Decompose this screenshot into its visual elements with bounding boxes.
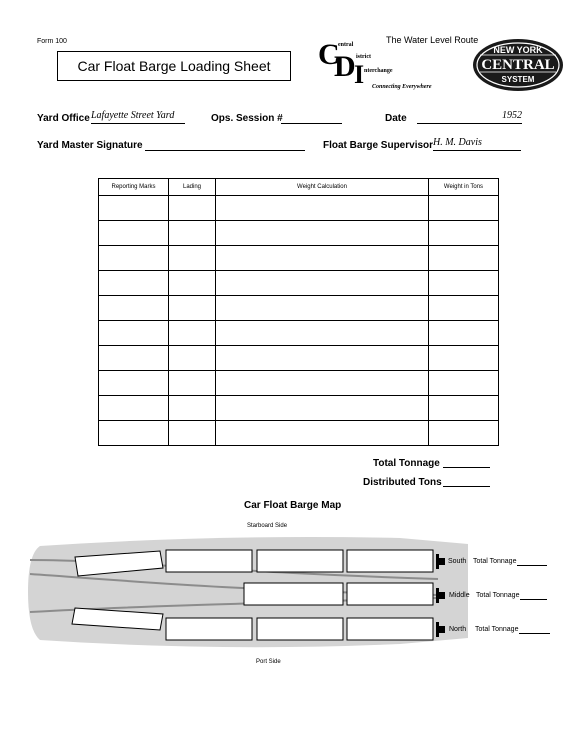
nyc-logo-line3: SYSTEM <box>501 75 535 84</box>
cell-weight-calculation[interactable] <box>216 296 429 321</box>
cell-reporting-marks[interactable] <box>99 246 169 271</box>
cell-reporting-marks[interactable] <box>99 346 169 371</box>
cdi-word-central: entral <box>338 42 354 48</box>
track-tonnage-label-middle: Total Tonnage <box>476 592 520 599</box>
total-tonnage-field[interactable] <box>443 457 490 468</box>
table-row <box>99 271 499 296</box>
form-number: Form 100 <box>37 38 67 45</box>
cdi-letter-i: I <box>354 60 365 89</box>
table-row <box>99 421 499 446</box>
cell-lading[interactable] <box>169 396 216 421</box>
car-slot-north-3[interactable] <box>257 618 343 640</box>
track-tonnage-field-south[interactable] <box>517 556 547 566</box>
loading-table <box>98 178 499 446</box>
cell-weight-in-tons[interactable] <box>429 246 499 271</box>
car-slot-south-3[interactable] <box>257 550 343 572</box>
cell-reporting-marks[interactable] <box>99 221 169 246</box>
nyc-logo-line2: CENTRAL <box>481 57 555 73</box>
cell-reporting-marks[interactable] <box>99 271 169 296</box>
total-tonnage-label: Total Tonnage <box>373 458 440 469</box>
cell-weight-calculation[interactable] <box>216 321 429 346</box>
table-row <box>99 346 499 371</box>
cell-weight-in-tons[interactable] <box>429 421 499 446</box>
cdi-word-interchange: nterchange <box>364 68 393 74</box>
cdi-letter-d: D <box>334 50 356 83</box>
table-row <box>99 321 499 346</box>
cell-reporting-marks[interactable] <box>99 296 169 321</box>
cell-weight-calculation[interactable] <box>216 271 429 296</box>
car-slot-middle-2[interactable] <box>347 583 433 605</box>
cell-weight-calculation[interactable] <box>216 196 429 221</box>
cell-weight-in-tons[interactable] <box>429 271 499 296</box>
track-tonnage-label-south: Total Tonnage <box>473 558 517 565</box>
cell-weight-in-tons[interactable] <box>429 321 499 346</box>
table-row <box>99 246 499 271</box>
cell-reporting-marks[interactable] <box>99 196 169 221</box>
table-header-row <box>99 179 499 196</box>
cell-lading[interactable] <box>169 246 216 271</box>
car-slot-middle-1[interactable] <box>244 583 343 605</box>
table-row <box>99 296 499 321</box>
cell-reporting-marks[interactable] <box>99 321 169 346</box>
cell-lading[interactable] <box>169 271 216 296</box>
cell-weight-calculation[interactable] <box>216 246 429 271</box>
nyc-logo <box>472 38 564 92</box>
starboard-side-label: Starboard Side <box>247 523 288 529</box>
cell-weight-calculation[interactable] <box>216 396 429 421</box>
distributed-tons-field[interactable] <box>443 476 490 487</box>
car-slot-south-4[interactable] <box>347 550 433 572</box>
cell-reporting-marks[interactable] <box>99 396 169 421</box>
cell-lading[interactable] <box>169 196 216 221</box>
header-reporting-marks: Reporting Marks <box>99 179 169 196</box>
cell-weight-in-tons[interactable] <box>429 296 499 321</box>
supervisor-field[interactable]: H. M. Davis <box>433 137 521 151</box>
supervisor-label: Float Barge Supervisor <box>323 140 434 151</box>
date-field[interactable]: 1952 <box>417 110 522 124</box>
track-tonnage-label-north: Total Tonnage <box>475 626 519 633</box>
date-label: Date <box>385 113 407 124</box>
cell-lading[interactable] <box>169 346 216 371</box>
cdi-word-district: istrict <box>356 54 371 60</box>
car-slot-north-4[interactable] <box>347 618 433 640</box>
cell-weight-calculation[interactable] <box>216 371 429 396</box>
cell-weight-in-tons[interactable] <box>429 221 499 246</box>
yard-master-label: Yard Master Signature <box>37 140 143 151</box>
cell-lading[interactable] <box>169 371 216 396</box>
table-row <box>99 196 499 221</box>
cell-weight-calculation[interactable] <box>216 346 429 371</box>
cell-weight-calculation[interactable] <box>216 221 429 246</box>
yard-office-field[interactable]: Lafayette Street Yard <box>91 110 185 124</box>
table-row <box>99 396 499 421</box>
cell-lading[interactable] <box>169 421 216 446</box>
ops-session-field[interactable] <box>281 113 342 124</box>
car-slot-south-2[interactable] <box>166 550 252 572</box>
cell-reporting-marks[interactable] <box>99 421 169 446</box>
sheet-title <box>57 51 291 81</box>
route-slogan: The Water Level Route <box>386 35 479 45</box>
map-title: Car Float Barge Map <box>244 500 342 511</box>
cell-weight-in-tons[interactable] <box>429 196 499 221</box>
table-row <box>99 371 499 396</box>
yard-master-signature-field[interactable] <box>145 140 305 151</box>
distributed-tons-label: Distributed Tons <box>363 477 442 488</box>
track-tonnage-field-middle[interactable] <box>520 590 547 600</box>
ops-session-label: Ops. Session # <box>211 113 283 124</box>
cell-reporting-marks[interactable] <box>99 371 169 396</box>
cell-weight-in-tons[interactable] <box>429 396 499 421</box>
cell-lading[interactable] <box>169 221 216 246</box>
sheet-title-text: Car Float Barge Loading Sheet <box>77 58 271 74</box>
header-lading: Lading <box>169 179 216 196</box>
track-label-north: North <box>449 626 467 633</box>
cdi-tagline: Connecting Everywhere <box>372 84 432 90</box>
car-slot-north-2[interactable] <box>166 618 252 640</box>
header-weight-calculation: Weight Calculation <box>216 179 429 196</box>
header-weight-in-tons: Weight in Tons <box>429 179 499 196</box>
cdi-letter-c: C <box>318 38 340 71</box>
track-label-south: South <box>448 558 467 565</box>
track-label-middle: Middle <box>449 592 470 599</box>
cell-lading[interactable] <box>169 321 216 346</box>
nyc-logo-line1: NEW YORK <box>493 45 543 55</box>
cell-weight-in-tons[interactable] <box>429 346 499 371</box>
cell-weight-calculation[interactable] <box>216 421 429 446</box>
port-side-label: Port Side <box>256 659 281 665</box>
cell-lading[interactable] <box>169 296 216 321</box>
table-row <box>99 221 499 246</box>
yard-office-label: Yard Office <box>37 113 90 124</box>
track-tonnage-field-north[interactable] <box>519 624 550 634</box>
cell-weight-in-tons[interactable] <box>429 371 499 396</box>
